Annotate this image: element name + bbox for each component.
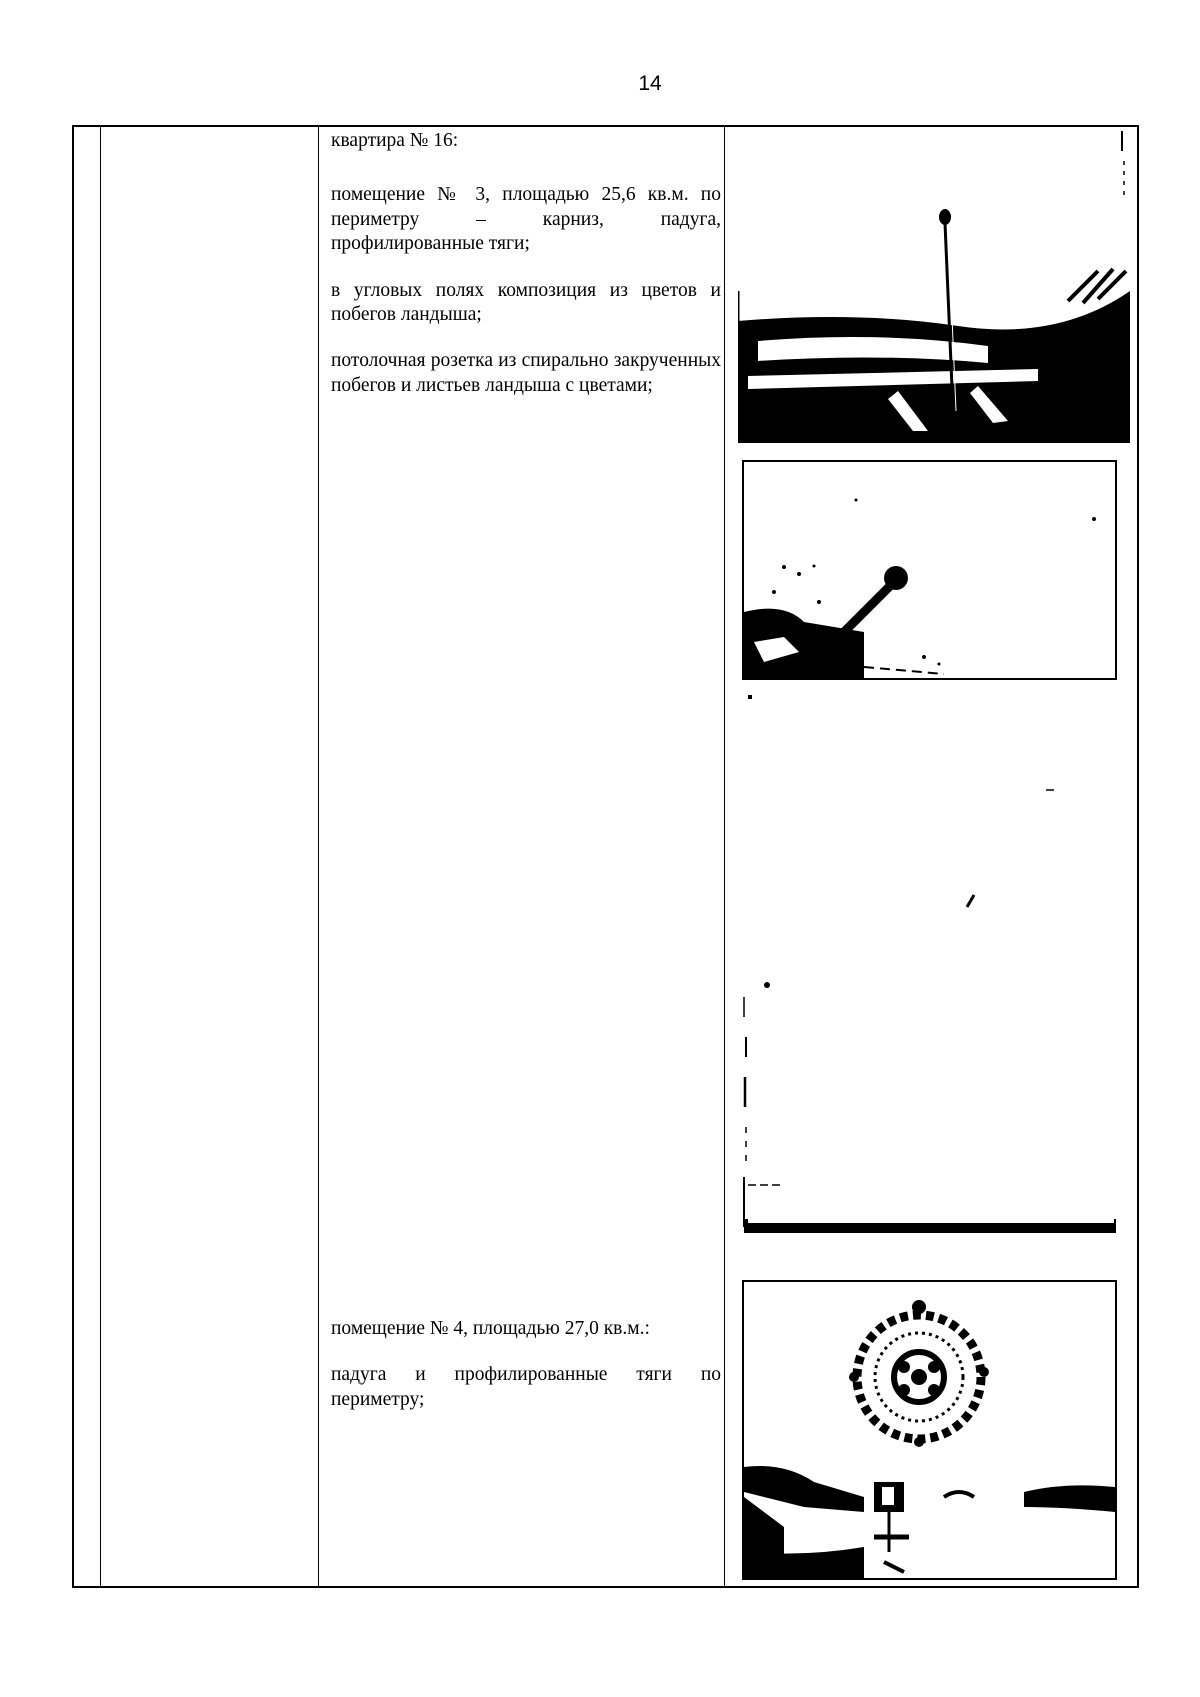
room-4-detail: падуга и профилированные тяги по периметру; [331,1364,721,1410]
description-table [72,125,1139,1588]
column-divider-3 [724,127,725,1586]
ceiling-photo-cornice [738,131,1130,443]
room-3-description [331,129,721,398]
apartment-heading: квартира № 16: [331,130,459,151]
room-4-description [331,1317,721,1412]
room-3-rosette: потолочная розетка из спирально закрученных побегов и листьев ландыша с цветами; [331,350,721,396]
ceiling-photo-corner [742,460,1117,680]
page-number: 14 [638,72,662,95]
ceiling-photo-rosette [742,1280,1117,1580]
column-divider-1 [100,127,101,1586]
room-3-corners: в угловых полях композиция из цветов и побегов ландыша; [331,279,721,325]
room-4-heading: помещение № 4, площадью 27,0 кв.м.: [331,1318,650,1339]
column-divider-2 [318,127,319,1586]
room-3-heading: помещение № 3, площадью 25,6 кв.м. по периметру – карниз, падуга, профилированные тяги; [331,184,721,255]
